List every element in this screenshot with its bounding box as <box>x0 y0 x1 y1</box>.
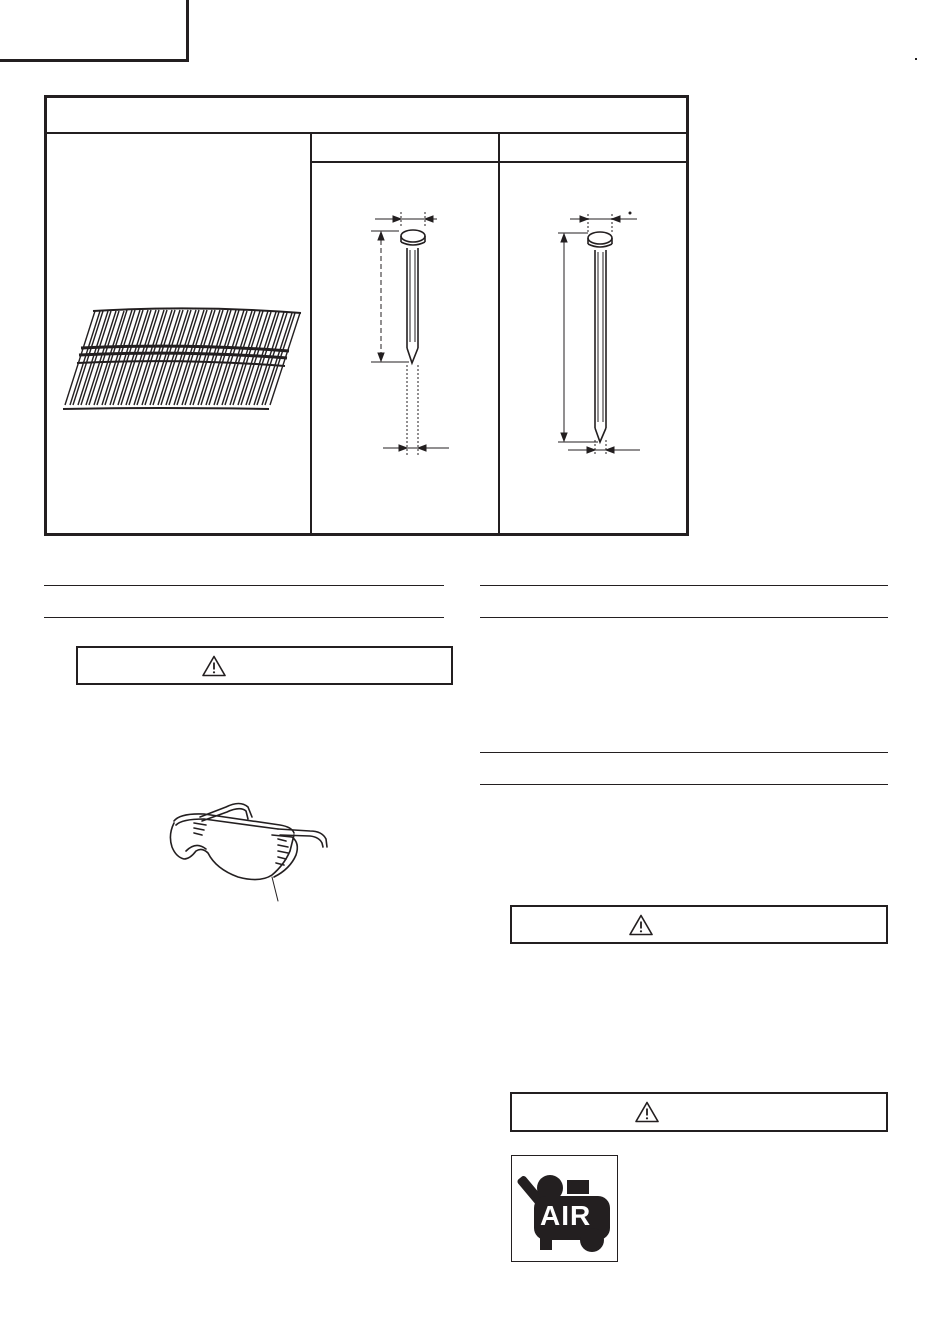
table-col-divider-1 <box>310 132 312 533</box>
right-heading2-rule-top <box>480 752 888 753</box>
warning-triangle-icon <box>629 914 653 936</box>
right-heading2-rule-bottom <box>480 784 888 785</box>
nail-strip-icon <box>57 303 307 418</box>
right-heading1-rule-top <box>480 585 888 586</box>
corner-mark <box>915 58 917 60</box>
right-heading1-rule-bottom <box>480 617 888 618</box>
nail-diagram-icon <box>357 210 477 472</box>
nail-diagram-icon <box>552 210 682 472</box>
air-icon-text: AIR <box>540 1200 592 1231</box>
warning-box-right-1 <box>510 905 888 944</box>
warning-box-left <box>76 646 453 685</box>
page-corner-tab <box>0 0 189 62</box>
left-heading-rule-top <box>44 585 444 586</box>
nail-spec-table <box>44 95 689 536</box>
safety-goggles-icon <box>160 795 340 907</box>
air-compressor-icon <box>511 1155 618 1262</box>
left-heading-rule-bottom <box>44 617 444 618</box>
warning-triangle-icon <box>635 1101 659 1123</box>
table-subheader-divider <box>310 161 686 163</box>
table-title-divider <box>47 132 686 134</box>
warning-triangle-icon <box>202 655 226 677</box>
table-col-divider-2 <box>498 132 500 533</box>
warning-box-right-2 <box>510 1092 888 1132</box>
